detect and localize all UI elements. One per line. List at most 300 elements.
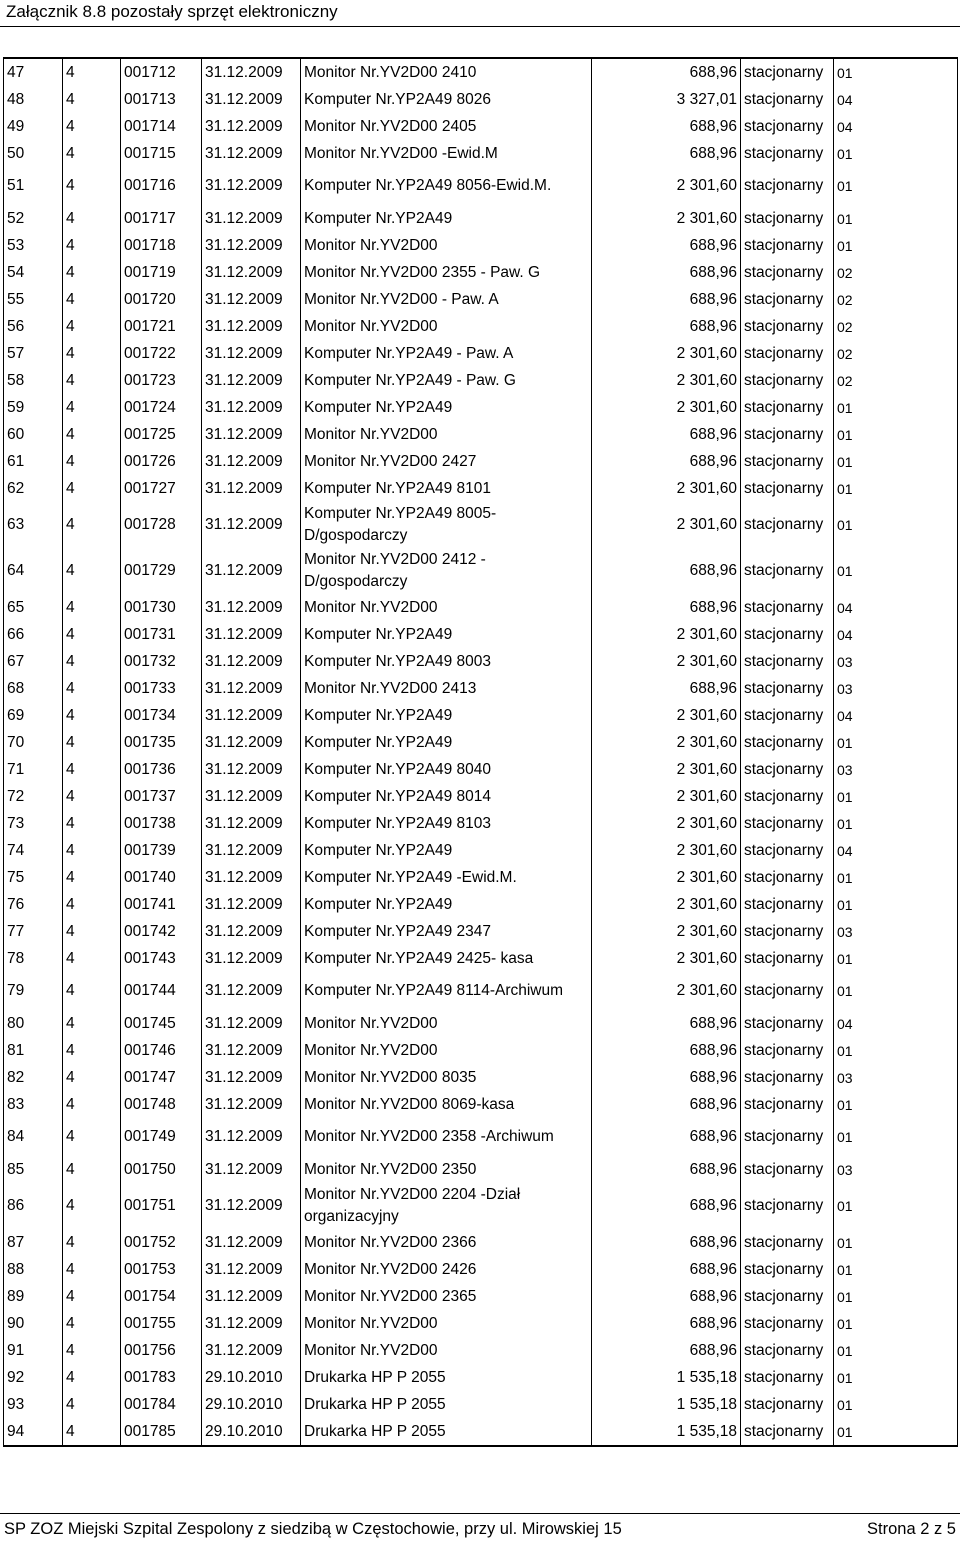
department-code: 03 — [834, 756, 958, 783]
inventory-number: 001718 — [121, 232, 202, 259]
item-location: stacjonarny — [741, 475, 834, 502]
inventory-number: 001730 — [121, 594, 202, 621]
item-location: stacjonarny — [741, 421, 834, 448]
row-number: 73 — [4, 810, 63, 837]
row-number: 59 — [4, 394, 63, 421]
inventory-number: 001739 — [121, 837, 202, 864]
inventory-number: 001713 — [121, 86, 202, 113]
department-code: 03 — [834, 1064, 958, 1091]
item-name: Monitor Nr.YV2D00 — [301, 313, 592, 340]
row-number: 57 — [4, 340, 63, 367]
item-location: stacjonarny — [741, 205, 834, 232]
item-name: Komputer Nr.YP2A49 - Paw. A — [301, 340, 592, 367]
group-number: 4 — [63, 702, 121, 729]
department-code: 02 — [834, 286, 958, 313]
row-number: 69 — [4, 702, 63, 729]
inventory-number: 001742 — [121, 918, 202, 945]
inventory-number: 001731 — [121, 621, 202, 648]
group-number: 4 — [63, 1010, 121, 1037]
department-code: 01 — [834, 548, 958, 594]
row-number: 93 — [4, 1391, 63, 1418]
item-value: 2 301,60 — [592, 702, 741, 729]
item-location: stacjonarny — [741, 1010, 834, 1037]
item-name: Komputer Nr.YP2A49 8014 — [301, 783, 592, 810]
item-location: stacjonarny — [741, 918, 834, 945]
table-row — [4, 475, 958, 502]
department-code: 01 — [834, 810, 958, 837]
acquisition-date: 31.12.2009 — [202, 918, 301, 945]
item-name: Monitor Nr.YV2D00 — [301, 1010, 592, 1037]
group-number: 4 — [63, 58, 121, 86]
item-value: 688,96 — [592, 58, 741, 86]
group-number: 4 — [63, 1337, 121, 1364]
row-number: 68 — [4, 675, 63, 702]
group-number: 4 — [63, 918, 121, 945]
item-value: 688,96 — [592, 1010, 741, 1037]
department-code: 01 — [834, 475, 958, 502]
row-number: 94 — [4, 1418, 63, 1446]
inventory-number: 001729 — [121, 548, 202, 594]
group-number: 4 — [63, 1418, 121, 1446]
item-value: 2 301,60 — [592, 945, 741, 972]
table-row — [4, 1256, 958, 1283]
acquisition-date: 31.12.2009 — [202, 313, 301, 340]
item-location: stacjonarny — [741, 648, 834, 675]
department-code: 01 — [834, 1310, 958, 1337]
group-number: 4 — [63, 729, 121, 756]
acquisition-date: 31.12.2009 — [202, 232, 301, 259]
table-row — [4, 1183, 958, 1229]
item-name: Monitor Nr.YV2D00 2405 — [301, 113, 592, 140]
item-name: Komputer Nr.YP2A49 2347 — [301, 918, 592, 945]
department-code: 04 — [834, 594, 958, 621]
department-code: 01 — [834, 448, 958, 475]
item-value: 688,96 — [592, 313, 741, 340]
department-code: 01 — [834, 394, 958, 421]
acquisition-date: 31.12.2009 — [202, 1229, 301, 1256]
inventory-number: 001738 — [121, 810, 202, 837]
acquisition-date: 31.12.2009 — [202, 891, 301, 918]
acquisition-date: 31.12.2009 — [202, 1183, 301, 1229]
item-value: 2 301,60 — [592, 810, 741, 837]
item-name: Drukarka HP P 2055 — [301, 1418, 592, 1446]
item-value: 688,96 — [592, 594, 741, 621]
row-number: 62 — [4, 475, 63, 502]
group-number: 4 — [63, 548, 121, 594]
item-value: 2 301,60 — [592, 864, 741, 891]
row-number: 90 — [4, 1310, 63, 1337]
table-row — [4, 675, 958, 702]
item-location: stacjonarny — [741, 594, 834, 621]
item-value: 1 535,18 — [592, 1364, 741, 1391]
department-code: 01 — [834, 232, 958, 259]
group-number: 4 — [63, 1091, 121, 1118]
table-row — [4, 1037, 958, 1064]
item-name: Monitor Nr.YV2D00 2204 -Dział organizacyjny — [301, 1183, 592, 1229]
row-number: 64 — [4, 548, 63, 594]
item-name: Komputer Nr.YP2A49 8114-Archiwum — [301, 972, 592, 1010]
inventory-number: 001722 — [121, 340, 202, 367]
item-value: 2 301,60 — [592, 837, 741, 864]
acquisition-date: 31.12.2009 — [202, 702, 301, 729]
table-row — [4, 140, 958, 167]
group-number: 4 — [63, 621, 121, 648]
item-name: Komputer Nr.YP2A49 — [301, 621, 592, 648]
item-name: Drukarka HP P 2055 — [301, 1391, 592, 1418]
department-code: 01 — [834, 1283, 958, 1310]
table-row — [4, 1010, 958, 1037]
inventory-number: 001723 — [121, 367, 202, 394]
department-code: 04 — [834, 113, 958, 140]
item-name: Komputer Nr.YP2A49 8056-Ewid.M. — [301, 167, 592, 205]
item-value: 2 301,60 — [592, 340, 741, 367]
group-number: 4 — [63, 421, 121, 448]
item-location: stacjonarny — [741, 340, 834, 367]
item-name: Monitor Nr.YV2D00 2413 — [301, 675, 592, 702]
acquisition-date: 31.12.2009 — [202, 286, 301, 313]
item-value: 2 301,60 — [592, 972, 741, 1010]
department-code: 02 — [834, 340, 958, 367]
item-value: 2 301,60 — [592, 502, 741, 548]
item-value: 2 301,60 — [592, 394, 741, 421]
row-number: 74 — [4, 837, 63, 864]
item-name: Monitor Nr.YV2D00 — [301, 594, 592, 621]
department-code: 04 — [834, 621, 958, 648]
row-number: 83 — [4, 1091, 63, 1118]
department-code: 01 — [834, 140, 958, 167]
inventory-number: 001721 — [121, 313, 202, 340]
acquisition-date: 31.12.2009 — [202, 729, 301, 756]
inventory-table — [3, 57, 958, 1447]
page-number: Strona 2 z 5 — [867, 1520, 956, 1538]
item-name: Komputer Nr.YP2A49 - Paw. G — [301, 367, 592, 394]
item-location: stacjonarny — [741, 1064, 834, 1091]
group-number: 4 — [63, 313, 121, 340]
item-value: 688,96 — [592, 1229, 741, 1256]
table-row — [4, 918, 958, 945]
group-number: 4 — [63, 502, 121, 548]
item-value: 2 301,60 — [592, 729, 741, 756]
inventory-number: 001728 — [121, 502, 202, 548]
item-value: 688,96 — [592, 1118, 741, 1156]
row-number: 53 — [4, 232, 63, 259]
department-code: 01 — [834, 1337, 958, 1364]
table-row — [4, 1418, 958, 1446]
group-number: 4 — [63, 1283, 121, 1310]
table-row — [4, 945, 958, 972]
table-row — [4, 837, 958, 864]
item-location: stacjonarny — [741, 58, 834, 86]
item-location: stacjonarny — [741, 367, 834, 394]
acquisition-date: 31.12.2009 — [202, 1064, 301, 1091]
table-row — [4, 702, 958, 729]
table-row — [4, 756, 958, 783]
department-code: 01 — [834, 1418, 958, 1446]
department-code: 01 — [834, 421, 958, 448]
department-code: 01 — [834, 1229, 958, 1256]
table-row — [4, 1229, 958, 1256]
acquisition-date: 29.10.2010 — [202, 1364, 301, 1391]
group-number: 4 — [63, 113, 121, 140]
inventory-number: 001737 — [121, 783, 202, 810]
item-value: 2 301,60 — [592, 783, 741, 810]
group-number: 4 — [63, 1256, 121, 1283]
item-name: Komputer Nr.YP2A49 8040 — [301, 756, 592, 783]
table-row — [4, 167, 958, 205]
acquisition-date: 31.12.2009 — [202, 1310, 301, 1337]
acquisition-date: 31.12.2009 — [202, 945, 301, 972]
item-name: Monitor Nr.YV2D00 2350 — [301, 1156, 592, 1183]
acquisition-date: 31.12.2009 — [202, 394, 301, 421]
item-value: 1 535,18 — [592, 1418, 741, 1446]
item-name: Komputer Nr.YP2A49 — [301, 702, 592, 729]
inventory-number: 001744 — [121, 972, 202, 1010]
inventory-number: 001755 — [121, 1310, 202, 1337]
row-number: 76 — [4, 891, 63, 918]
department-code: 01 — [834, 58, 958, 86]
document-title: Załącznik 8.8 pozostały sprzęt elektroniczny — [6, 2, 338, 21]
item-name: Monitor Nr.YV2D00 — [301, 1310, 592, 1337]
row-number: 58 — [4, 367, 63, 394]
acquisition-date: 31.12.2009 — [202, 140, 301, 167]
item-name: Komputer Nr.YP2A49 — [301, 891, 592, 918]
table-row — [4, 1337, 958, 1364]
item-location: stacjonarny — [741, 945, 834, 972]
row-number: 82 — [4, 1064, 63, 1091]
acquisition-date: 31.12.2009 — [202, 113, 301, 140]
item-name: Monitor Nr.YV2D00 — [301, 232, 592, 259]
item-value: 2 301,60 — [592, 367, 741, 394]
row-number: 75 — [4, 864, 63, 891]
inventory-number: 001735 — [121, 729, 202, 756]
table-row — [4, 286, 958, 313]
inventory-number: 001745 — [121, 1010, 202, 1037]
item-name: Komputer Nr.YP2A49 8003 — [301, 648, 592, 675]
table-row — [4, 205, 958, 232]
department-code: 03 — [834, 918, 958, 945]
item-location: stacjonarny — [741, 702, 834, 729]
row-number: 56 — [4, 313, 63, 340]
acquisition-date: 31.12.2009 — [202, 448, 301, 475]
inventory-number: 001734 — [121, 702, 202, 729]
acquisition-date: 31.12.2009 — [202, 86, 301, 113]
row-number: 70 — [4, 729, 63, 756]
row-number: 71 — [4, 756, 63, 783]
item-location: stacjonarny — [741, 232, 834, 259]
table-row — [4, 1283, 958, 1310]
row-number: 54 — [4, 259, 63, 286]
group-number: 4 — [63, 1229, 121, 1256]
item-location: stacjonarny — [741, 259, 834, 286]
item-location: stacjonarny — [741, 1283, 834, 1310]
item-location: stacjonarny — [741, 1156, 834, 1183]
item-value: 2 301,60 — [592, 648, 741, 675]
item-name: Monitor Nr.YV2D00 2366 — [301, 1229, 592, 1256]
inventory-number: 001750 — [121, 1156, 202, 1183]
acquisition-date: 31.12.2009 — [202, 259, 301, 286]
acquisition-date: 31.12.2009 — [202, 648, 301, 675]
item-name: Komputer Nr.YP2A49 8101 — [301, 475, 592, 502]
row-number: 55 — [4, 286, 63, 313]
inventory-number: 001748 — [121, 1091, 202, 1118]
row-number: 66 — [4, 621, 63, 648]
acquisition-date: 31.12.2009 — [202, 810, 301, 837]
item-value: 1 535,18 — [592, 1391, 741, 1418]
item-value: 688,96 — [592, 1283, 741, 1310]
department-code: 01 — [834, 1256, 958, 1283]
group-number: 4 — [63, 864, 121, 891]
item-name: Monitor Nr.YV2D00 2365 — [301, 1283, 592, 1310]
inventory-number: 001752 — [121, 1229, 202, 1256]
item-value: 688,96 — [592, 113, 741, 140]
table-row — [4, 621, 958, 648]
table-row — [4, 86, 958, 113]
group-number: 4 — [63, 205, 121, 232]
group-number: 4 — [63, 756, 121, 783]
acquisition-date: 31.12.2009 — [202, 972, 301, 1010]
item-location: stacjonarny — [741, 1091, 834, 1118]
inventory-number: 001784 — [121, 1391, 202, 1418]
inventory-number: 001749 — [121, 1118, 202, 1156]
group-number: 4 — [63, 1037, 121, 1064]
item-value: 2 301,60 — [592, 167, 741, 205]
header-rule — [0, 26, 960, 27]
item-location: stacjonarny — [741, 86, 834, 113]
acquisition-date: 31.12.2009 — [202, 1156, 301, 1183]
item-location: stacjonarny — [741, 1256, 834, 1283]
item-value: 688,96 — [592, 1064, 741, 1091]
item-location: stacjonarny — [741, 783, 834, 810]
table-row — [4, 313, 958, 340]
item-value: 688,96 — [592, 1310, 741, 1337]
table-row — [4, 729, 958, 756]
table-row — [4, 783, 958, 810]
acquisition-date: 31.12.2009 — [202, 783, 301, 810]
item-name: Monitor Nr.YV2D00 2355 - Paw. G — [301, 259, 592, 286]
item-location: stacjonarny — [741, 1037, 834, 1064]
item-location: stacjonarny — [741, 621, 834, 648]
item-name: Monitor Nr.YV2D00 2358 -Archiwum — [301, 1118, 592, 1156]
acquisition-date: 31.12.2009 — [202, 167, 301, 205]
inventory-number: 001783 — [121, 1364, 202, 1391]
group-number: 4 — [63, 259, 121, 286]
item-location: stacjonarny — [741, 1310, 834, 1337]
group-number: 4 — [63, 232, 121, 259]
group-number: 4 — [63, 1310, 121, 1337]
row-number: 80 — [4, 1010, 63, 1037]
item-location: stacjonarny — [741, 1337, 834, 1364]
group-number: 4 — [63, 594, 121, 621]
item-location: stacjonarny — [741, 113, 834, 140]
item-value: 2 301,60 — [592, 756, 741, 783]
acquisition-date: 31.12.2009 — [202, 756, 301, 783]
item-location: stacjonarny — [741, 286, 834, 313]
inventory-number: 001740 — [121, 864, 202, 891]
inventory-number: 001747 — [121, 1064, 202, 1091]
table-row — [4, 864, 958, 891]
row-number: 88 — [4, 1256, 63, 1283]
inventory-number: 001719 — [121, 259, 202, 286]
inventory-number: 001716 — [121, 167, 202, 205]
item-name: Komputer Nr.YP2A49 8026 — [301, 86, 592, 113]
item-location: stacjonarny — [741, 1183, 834, 1229]
table-row — [4, 502, 958, 548]
table-row — [4, 1118, 958, 1156]
acquisition-date: 31.12.2009 — [202, 621, 301, 648]
group-number: 4 — [63, 448, 121, 475]
group-number: 4 — [63, 1183, 121, 1229]
department-code: 02 — [834, 259, 958, 286]
acquisition-date: 31.12.2009 — [202, 837, 301, 864]
table-row — [4, 448, 958, 475]
item-value: 688,96 — [592, 1183, 741, 1229]
item-value: 688,96 — [592, 1337, 741, 1364]
acquisition-date: 31.12.2009 — [202, 1256, 301, 1283]
item-value: 688,96 — [592, 1156, 741, 1183]
inventory-number: 001717 — [121, 205, 202, 232]
acquisition-date: 31.12.2009 — [202, 1091, 301, 1118]
item-location: stacjonarny — [741, 729, 834, 756]
row-number: 48 — [4, 86, 63, 113]
item-name: Komputer Nr.YP2A49 8103 — [301, 810, 592, 837]
inventory-number: 001727 — [121, 475, 202, 502]
item-name: Monitor Nr.YV2D00 2426 — [301, 1256, 592, 1283]
item-location: stacjonarny — [741, 864, 834, 891]
item-location: stacjonarny — [741, 502, 834, 548]
row-number: 51 — [4, 167, 63, 205]
acquisition-date: 31.12.2009 — [202, 594, 301, 621]
footer-rule — [0, 1513, 960, 1514]
table-row — [4, 1391, 958, 1418]
group-number: 4 — [63, 167, 121, 205]
inventory-number: 001712 — [121, 58, 202, 86]
item-value: 2 301,60 — [592, 475, 741, 502]
department-code: 01 — [834, 502, 958, 548]
group-number: 4 — [63, 394, 121, 421]
department-code: 03 — [834, 648, 958, 675]
inventory-table-body — [4, 58, 958, 1446]
table-row — [4, 421, 958, 448]
table-row — [4, 113, 958, 140]
group-number: 4 — [63, 945, 121, 972]
group-number: 4 — [63, 891, 121, 918]
table-row — [4, 1064, 958, 1091]
inventory-number: 001736 — [121, 756, 202, 783]
inventory-number: 001720 — [121, 286, 202, 313]
row-number: 84 — [4, 1118, 63, 1156]
item-location: stacjonarny — [741, 1118, 834, 1156]
table-row — [4, 340, 958, 367]
row-number: 60 — [4, 421, 63, 448]
table-row — [4, 594, 958, 621]
item-name: Monitor Nr.YV2D00 2410 — [301, 58, 592, 86]
table-row — [4, 648, 958, 675]
item-name: Komputer Nr.YP2A49 -Ewid.M. — [301, 864, 592, 891]
item-value: 688,96 — [592, 232, 741, 259]
item-name: Monitor Nr.YV2D00 8035 — [301, 1064, 592, 1091]
item-value: 688,96 — [592, 675, 741, 702]
row-number: 87 — [4, 1229, 63, 1256]
row-number: 67 — [4, 648, 63, 675]
department-code: 01 — [834, 729, 958, 756]
department-code: 01 — [834, 167, 958, 205]
acquisition-date: 31.12.2009 — [202, 548, 301, 594]
group-number: 4 — [63, 286, 121, 313]
item-name: Komputer Nr.YP2A49 — [301, 729, 592, 756]
table-row — [4, 394, 958, 421]
department-code: 03 — [834, 675, 958, 702]
acquisition-date: 31.12.2009 — [202, 502, 301, 548]
